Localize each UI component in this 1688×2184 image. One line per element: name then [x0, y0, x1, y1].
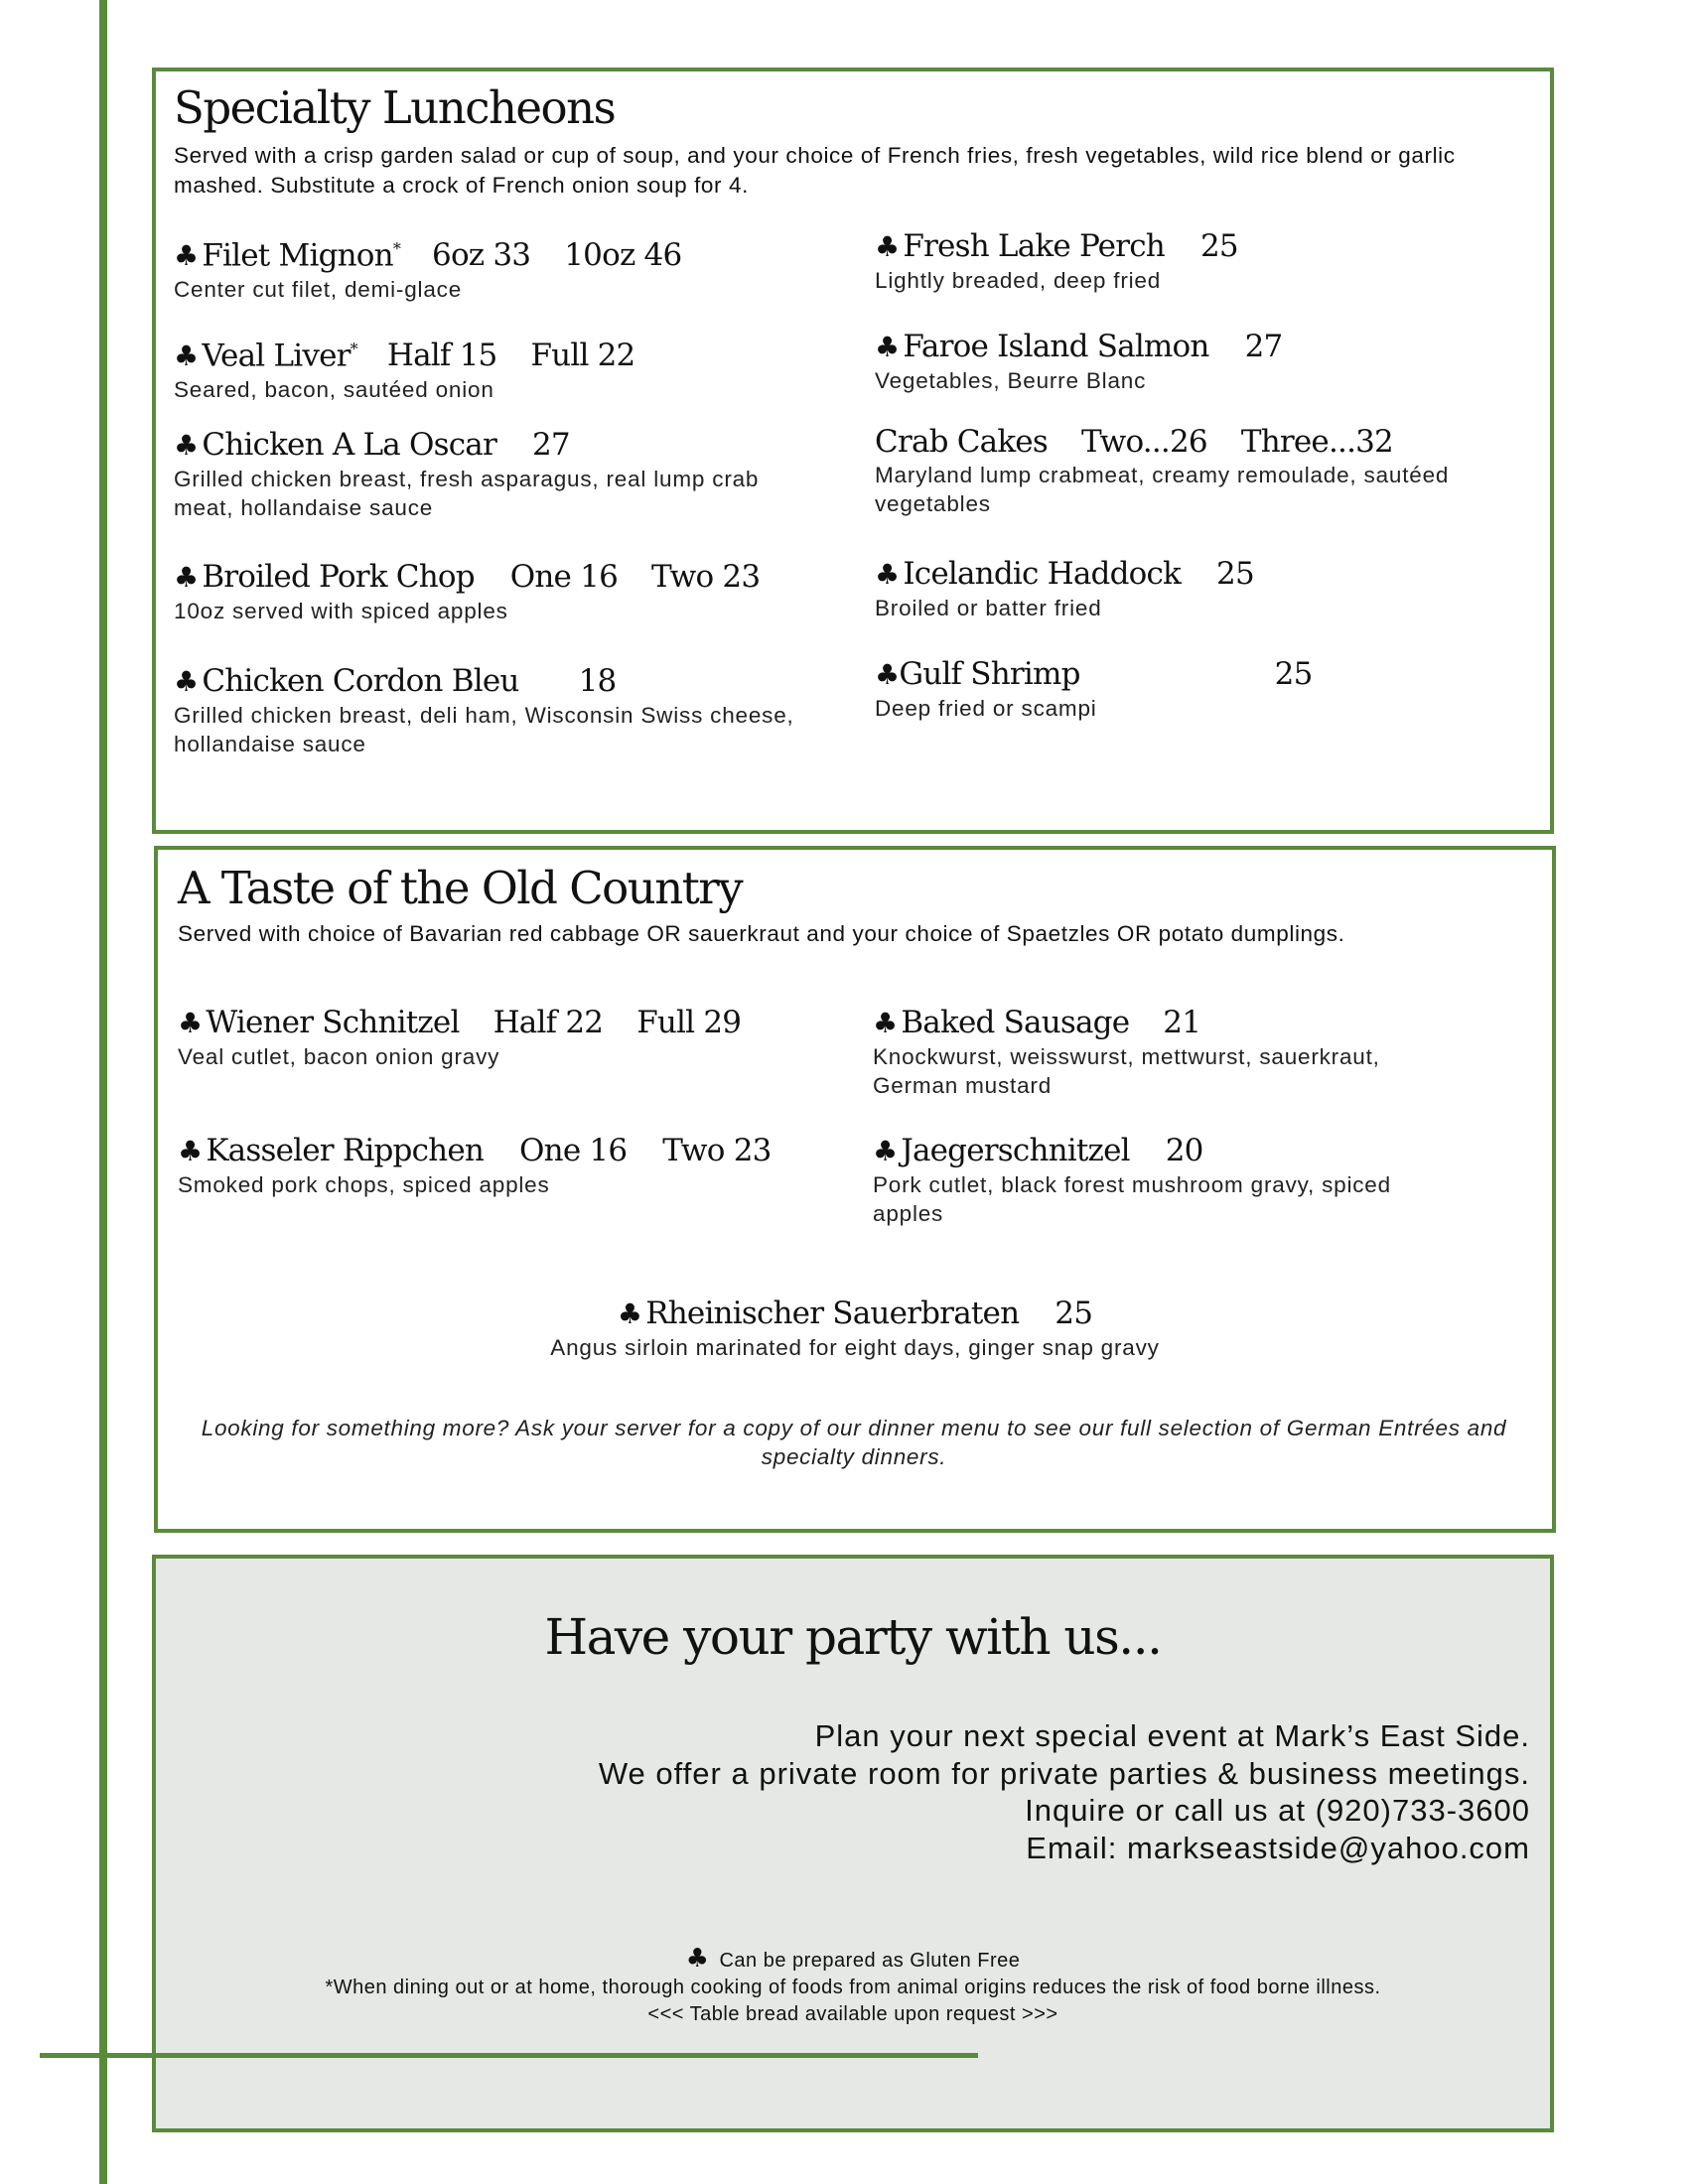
left-border-line	[99, 0, 107, 2184]
section-title: Specialty Luncheons	[174, 81, 616, 134]
item-description: Grilled chicken breast, fresh asparagus, real lump crab meat, hollandaise sauce	[174, 467, 760, 520]
shamrock-icon: ♣	[875, 331, 900, 363]
email-line: Email: markseastside@yahoo.com	[1026, 1830, 1530, 1865]
menu-item	[174, 230, 819, 304]
shamrock-icon: ♣	[875, 658, 900, 691]
table-bread-note: <<< Table bread available upon request >>>	[647, 2003, 1058, 2025]
menu-item	[873, 1132, 1469, 1228]
item-price: 25	[1274, 656, 1313, 692]
shamrock-icon: ♣	[873, 1007, 898, 1039]
shamrock-icon: ♣	[174, 340, 199, 373]
gluten-free-note: Can be prepared as Gluten Free	[719, 1950, 1021, 1972]
shamrock-icon: ♣	[875, 230, 900, 263]
menu-item	[174, 558, 819, 625]
item-description: Smoked pork chops, spiced apples	[178, 1172, 550, 1197]
menu-item	[875, 328, 1540, 395]
shamrock-icon: ♣	[873, 1135, 898, 1167]
item-description: Grilled chicken breast, deli ham, Wisconsin Swiss cheese, hollandaise sauce	[174, 703, 794, 756]
menu-item	[875, 655, 1540, 723]
item-name: Chicken A La Oscar	[202, 427, 496, 463]
shamrock-icon: ♣	[617, 1297, 642, 1330]
item-name: Jaegerschnitzel	[901, 1133, 1130, 1168]
item-name: Rheinischer Sauerbraten	[645, 1296, 1020, 1331]
item-description: Deep fried or scampi	[875, 696, 1097, 721]
section-description: Served with a crisp garden salad or cup of soup, and your choice of French fries, fresh vegetables, wild rice blend or garlic mashed. Substitute a crock of French onion soup for 4.	[174, 143, 1456, 198]
item-description: Veal cutlet, bacon onion gravy	[178, 1044, 500, 1069]
item-price: Two 23	[651, 559, 761, 595]
item-description: Pork cutlet, black forest mushroom gravy, spiced apples	[873, 1172, 1391, 1226]
item-price: 20	[1165, 1133, 1203, 1168]
menu-item	[178, 1132, 823, 1199]
item-price: Half 15	[386, 338, 497, 374]
item-description: Maryland lump crabmeat, creamy remoulade, sautéed vegetables	[875, 463, 1450, 516]
item-price: One 16	[519, 1133, 628, 1168]
item-price: 25	[1216, 556, 1254, 592]
item-name: Veal Liver	[202, 338, 351, 374]
menu-item	[875, 555, 1540, 622]
menu-item	[174, 426, 819, 522]
item-name: Crab Cakes	[875, 424, 1048, 460]
item-price: 25	[1055, 1296, 1093, 1331]
item-name: Filet Mignon	[202, 237, 393, 274]
party-line: Plan your next special event at Mark’s East Side.	[814, 1718, 1530, 1753]
item-name: Faroe Island Salmon	[903, 329, 1209, 364]
shamrock-icon: ♣	[174, 429, 199, 462]
item-price: 10oz 46	[564, 237, 682, 274]
item-price: Full 22	[530, 338, 635, 374]
item-price: 27	[1244, 329, 1283, 364]
item-name: Gulf Shrimp	[899, 656, 1080, 692]
item-price: 27	[531, 427, 570, 463]
shamrock-icon: ♣	[875, 558, 900, 591]
section-title: A Taste of the Old Country	[178, 862, 743, 914]
menu-item	[174, 662, 819, 758]
item-price: 25	[1199, 228, 1238, 264]
raw-food-mark: *	[392, 239, 401, 258]
item-price: Two...26	[1080, 424, 1207, 460]
bottom-accent-line	[40, 2053, 978, 2058]
menu-item	[875, 227, 1540, 295]
food-safety-warning: *When dining out or at home, thorough cooking of foods from animal origins reduces the risk of food borne illness.	[325, 1977, 1381, 1998]
item-description: Seared, bacon, sautéed onion	[174, 377, 494, 403]
party-line: We offer a private room for private parties & business meetings.	[598, 1755, 1530, 1791]
item-price: 6oz 33	[432, 237, 531, 274]
specialty-luncheons-section	[152, 68, 1554, 834]
item-name: Wiener Schnitzel	[206, 1005, 460, 1040]
party-title: Have your party with us...	[544, 1608, 1162, 1666]
shamrock-icon: ♣	[685, 1944, 710, 1974]
party-contact-info	[599, 1717, 1530, 1866]
raw-food-mark: *	[350, 340, 357, 358]
item-description: Angus sirloin marinated for eight days, ginger snap gravy	[550, 1335, 1160, 1360]
item-price: Two 23	[662, 1133, 772, 1168]
item-description: Center cut filet, demi-glace	[174, 277, 463, 303]
item-name: Icelandic Haddock	[903, 556, 1182, 592]
item-price: 21	[1163, 1005, 1201, 1040]
item-description: Knockwurst, weisswurst, mettwurst, sauerkraut, German mustard	[873, 1044, 1380, 1098]
menu-item	[178, 1004, 823, 1071]
menu-item	[174, 331, 819, 404]
section-description: Served with choice of Bavarian red cabbage OR sauerkraut and your choice of Spaetzles OR potato dumplings.	[178, 921, 1345, 946]
item-name: Broiled Pork Chop	[202, 559, 475, 595]
item-description: 10oz served with spiced apples	[174, 599, 508, 623]
item-name: Fresh Lake Perch	[903, 228, 1165, 264]
party-section	[152, 1555, 1554, 2132]
shamrock-icon: ♣	[174, 239, 199, 273]
item-description: Vegetables, Beurre Blanc	[875, 368, 1147, 393]
item-description: Lightly breaded, deep fried	[875, 268, 1162, 293]
shamrock-icon: ♣	[178, 1007, 203, 1039]
shamrock-icon: ♣	[174, 665, 199, 698]
item-description: Broiled or batter fried	[875, 596, 1102, 620]
menu-item	[873, 1004, 1469, 1100]
item-name: Baked Sausage	[901, 1005, 1130, 1040]
item-name: Chicken Cordon Bleu	[202, 663, 519, 699]
item-price: Full 29	[636, 1005, 742, 1040]
dinner-menu-note: Looking for something more? Ask your server for a copy of our dinner menu to see our full selection of German Entrées and specialty dinners.	[201, 1416, 1507, 1469]
shamrock-icon: ♣	[174, 561, 199, 594]
item-name: Kasseler Rippchen	[206, 1133, 485, 1168]
item-price: Half 22	[492, 1005, 604, 1040]
item-price: Three...32	[1240, 424, 1393, 460]
menu-item	[875, 423, 1540, 518]
item-price: 18	[578, 663, 617, 699]
item-price: One 16	[509, 559, 618, 595]
phone-line: Inquire or call us at (920)733-3600	[1025, 1793, 1530, 1828]
footer-notes	[156, 1946, 1550, 2028]
shamrock-icon: ♣	[178, 1135, 203, 1167]
menu-item-featured	[158, 1295, 1552, 1362]
